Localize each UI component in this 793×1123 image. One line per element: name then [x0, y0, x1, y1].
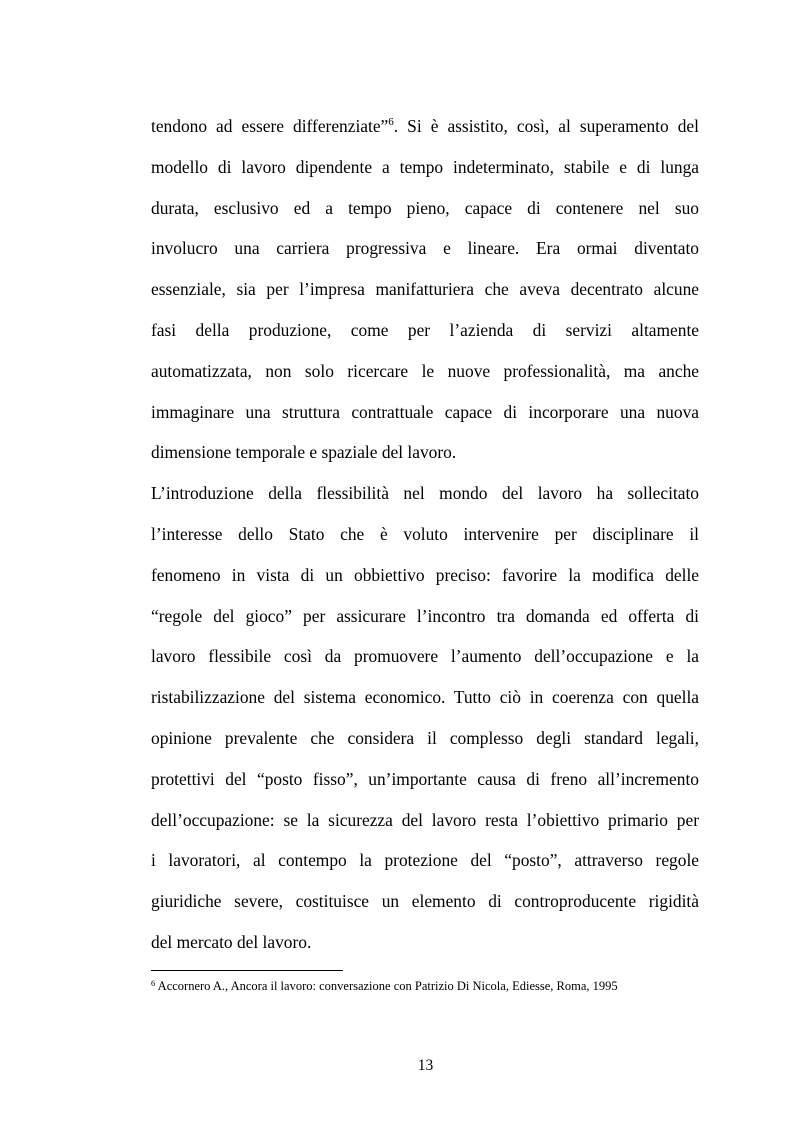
text-line: l’interesse dello Stato che è voluto intervenire per disciplinare il [151, 523, 699, 544]
footnote-mark: 6 [151, 978, 156, 988]
footnote-reference[interactable]: 6 [388, 116, 394, 128]
text-line: i lavoratori, al contempo la protezione del “posto”, attraverso regole [151, 850, 699, 871]
body-text [151, 106, 699, 963]
text-line: opinione prevalente che considera il complesso degli standard legali, [151, 727, 699, 748]
text-line: involucro una carriera progressiva e lineare. Era ormai diventato [151, 238, 699, 259]
footnote-divider [151, 970, 343, 971]
text-line: protettivi del “posto fisso”, un’importante causa di freno all’incremento [151, 768, 699, 789]
text-line: del mercato del lavoro. [151, 931, 312, 952]
text-line: essenziale, sia per l’impresa manifatturiera che aveva decentrato alcune [151, 279, 699, 300]
footnote-text: Accornero A., Ancora il lavoro: conversazione con Patrizio Di Nicola, Ediesse, Roma, 1995 [155, 979, 618, 993]
text-line: tendono ad essere differenziate”$^6$. Si è assistito, così, al superamento del [151, 116, 699, 136]
text-line: giuridiche severe, costituisce un elemento di controproducente rigidità [151, 891, 699, 912]
text-line: dell’occupazione: se la sicurezza del lavoro resta l’obiettivo primario per [151, 809, 699, 830]
text-line: fasi della produzione, come per l’azienda di servizi altamente [151, 319, 699, 340]
text-line: dimensione temporale e spaziale del lavoro. [151, 442, 457, 463]
text-line: ristabilizzazione del sistema economico. Tutto ciò in coerenza con quella [151, 687, 699, 708]
text-line: immaginare una struttura contrattuale capace di incorporare una nuova [151, 401, 699, 422]
text-line: “regole del gioco” per assicurare l’incontro tra domanda ed offerta di [151, 605, 699, 626]
text-line: lavoro flessibile così da promuovere l’aumento dell’occupazione e la [151, 646, 699, 667]
text-line: fenomeno in vista di un obbiettivo preciso: favorire la modifica delle [151, 564, 699, 585]
page-number: 13 [417, 1057, 434, 1074]
text-line: durata, esclusivo ed a tempo pieno, capace di contenere nel suo [151, 197, 699, 218]
text-line: automatizzata, non solo ricercare le nuove professionalità, ma anche [151, 360, 699, 381]
footnote [151, 978, 711, 994]
text-line: L’introduzione della flessibilità nel mondo del lavoro ha sollecitato [151, 483, 699, 504]
text-line: modello di lavoro dipendente a tempo indeterminato, stabile e di lunga [151, 156, 699, 177]
